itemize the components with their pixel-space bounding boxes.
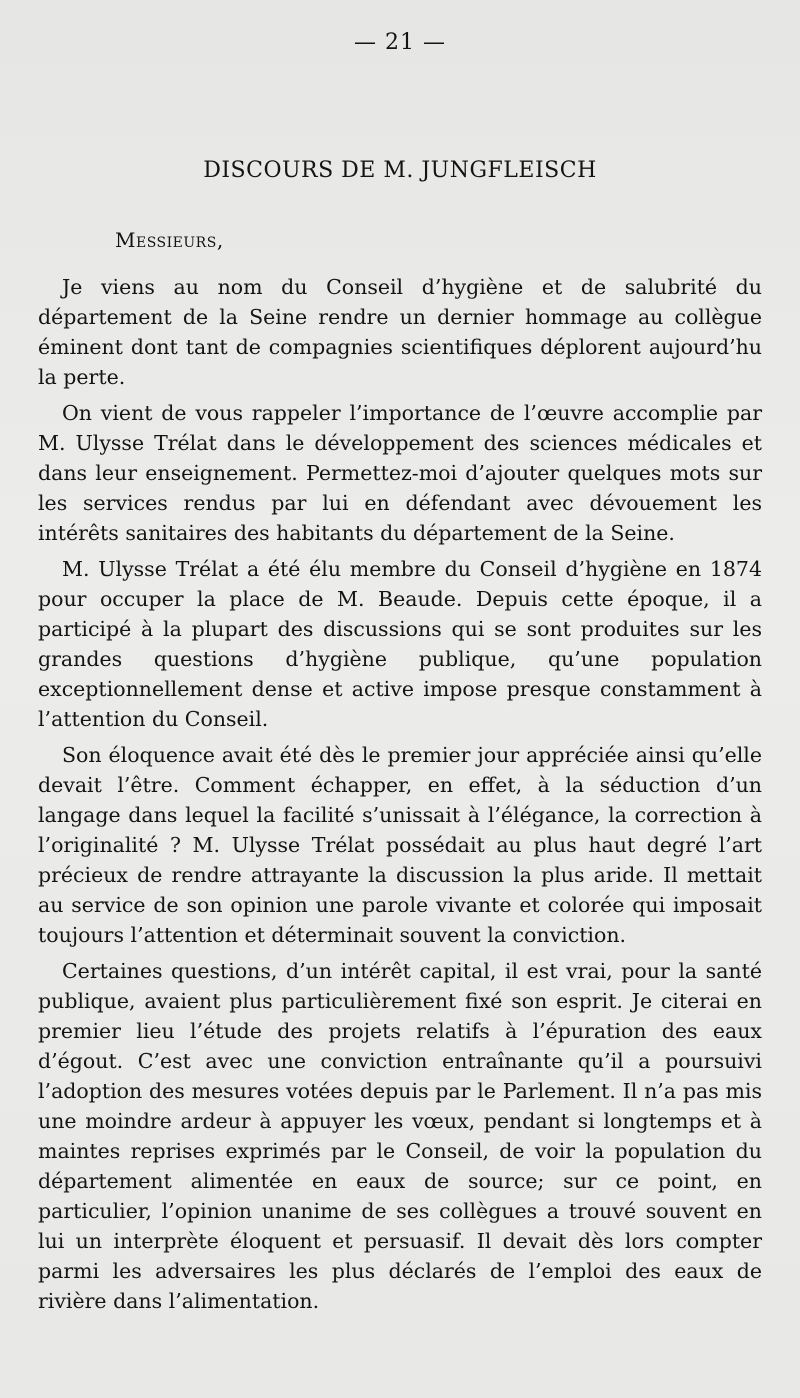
paragraph: Je viens au nom du Conseil d’hygiène et de salubrité du département de la Seine rendre un dernier hommage au collègue éminent dont tant de compagnies scientifiques déplorent aujourd’hu la perte. <box>38 275 762 389</box>
page-number: — 21 — <box>354 30 446 55</box>
paragraph: Certaines questions, d’un intérêt capital, il est vrai, pour la santé publique, avaient plus particulièrement fixé son esprit. Je citerai en premier lieu l’étude des projets relatifs à l’épuration des eaux d’égout. C’est avec une conviction entraînante qu’il a poursuivi l’adoption des mesures votées depuis par le Parlement. Il n’a pas mis une moindre ardeur à appuyer les vœux, pendant si longtemps et à maintes reprises exprimés par le Conseil, de voir la population du département alimentée en eaux de source; sur ce point, en particulier, l’opinion unanime de ses collègues a trouvé souvent en lui un interprète éloquent et persuasif. Il devait dès lors compter parmi les adversaires les plus déclarés de l’emploi des eaux de rivière dans l’alimentation. <box>38 959 762 1313</box>
body-text <box>38 272 762 1322</box>
salutation: Messieurs, <box>115 228 224 252</box>
paragraph: On vient de vous rappeler l’importance de l’œuvre accomplie par M. Ulysse Trélat dans le développement des sciences médicales et dans leur enseignement. Permettez-moi d’ajouter quelques mots sur les services rendus par lui en défendant avec dévouement les intérêts sanitaires des habitants du département de la Seine. <box>38 401 762 545</box>
paragraph: M. Ulysse Trélat a été élu membre du Conseil d’hygiène en 1874 pour occuper la place de M. Beaude. Depuis cette époque, il a participé à la plupart des discussions qui se sont produites sur les grandes questions d’hygiène publique, qu’une population exceptionnellement dense et active impose presque constamment à l’attention du Conseil. <box>38 557 762 731</box>
page-title: DISCOURS DE M. JUNGFLEISCH <box>203 158 597 183</box>
paragraph: Son éloquence avait été dès le premier jour appréciée ainsi qu’elle devait l’être. Comment échapper, en effet, à la séduction d’un langage dans lequel la facilité s’unissait à l’élégance, la correction à l’originalité ? M. Ulysse Trélat possédait au plus haut degré l’art précieux de rendre attrayante la discussion la plus aride. Il mettait au service de son opinion une parole vivante et colorée qui imposait toujours l’attention et déterminait souvent la conviction. <box>38 743 762 947</box>
